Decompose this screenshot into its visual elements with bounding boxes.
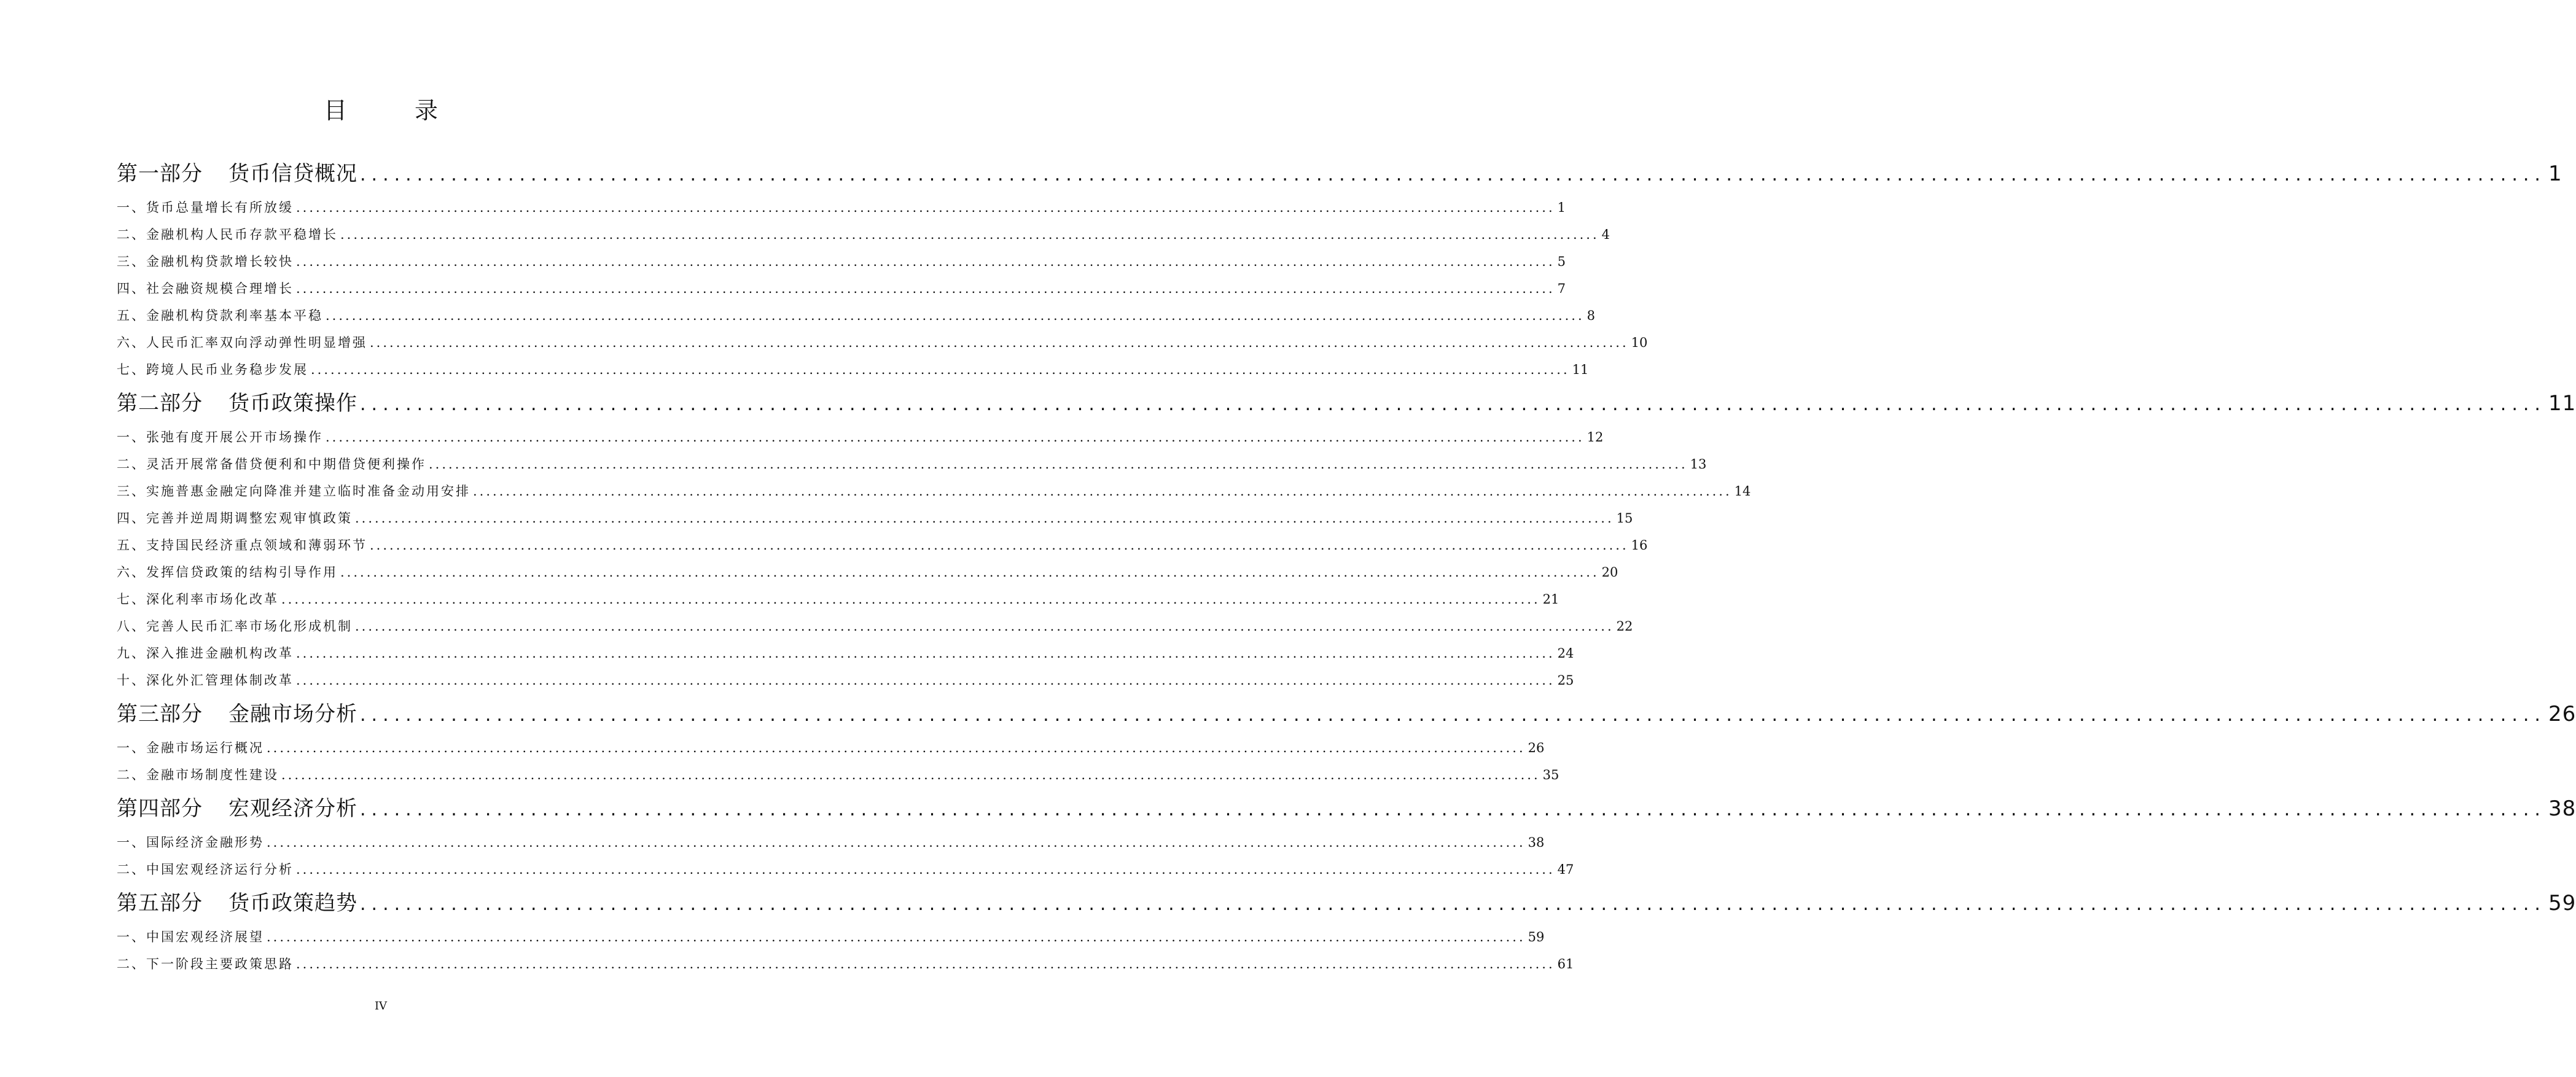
- toc-leader-dots: ................................................................................................................................................................................................: [473, 484, 1732, 499]
- toc-section-label: 一、国际经济金融形势: [117, 835, 264, 850]
- toc-page-number: 24: [1557, 646, 1574, 661]
- toc-leader-dots: ................................................................................................................................................................................................: [296, 254, 1555, 269]
- toc-page-number: 11: [2548, 391, 2576, 416]
- toc-section-label: 十、深化外汇管理体制改革: [117, 673, 294, 688]
- toc-leader-dots: ................................................................................................................................................................................................: [296, 957, 1555, 971]
- toc-leader-dots: ................................................................................................................................................................................................: [370, 538, 1629, 553]
- toc-section-label: 二、灵活开展常备借贷便利和中期借贷便利操作: [117, 457, 426, 472]
- toc-section-entry[interactable]: [117, 923, 1545, 951]
- toc-part-name: 货币政策趋势: [228, 891, 357, 916]
- toc-leader-dots: ................................................................................................................................................................................................: [267, 930, 1526, 944]
- toc-section-label: 二、金融市场制度性建设: [117, 768, 279, 782]
- toc-section-entry[interactable]: [117, 478, 1751, 505]
- toc-section-label: 二、金融机构人民币存款平稳增长: [117, 227, 338, 242]
- toc-section-entry[interactable]: [117, 451, 1707, 478]
- toc-section-label: 五、金融机构贷款利率基本平稳: [117, 308, 323, 323]
- toc-section-entry[interactable]: [117, 829, 1545, 856]
- toc-leader-dots: ................................................................................................................................................................................................: [281, 592, 1540, 607]
- toc-part-label: 第五部分: [117, 891, 203, 916]
- toc-page-number: 1: [2548, 161, 2562, 186]
- toc-section-entry[interactable]: [117, 856, 1574, 883]
- toc-part-entry[interactable]: [117, 694, 2576, 734]
- toc-page-number: 35: [1542, 768, 1559, 782]
- toc-section-entry[interactable]: [117, 667, 1574, 694]
- toc-section-entry[interactable]: [117, 329, 1648, 356]
- toc-page-number: 25: [1557, 673, 1574, 688]
- toc-section-entry[interactable]: [117, 248, 1566, 275]
- toc-leader-dots: ................................................................................................................................................................................................: [296, 862, 1555, 877]
- table-of-contents: [117, 154, 2576, 978]
- toc-section-entry[interactable]: [117, 505, 1633, 532]
- toc-page-number: 7: [1557, 281, 1566, 296]
- toc-section-label: 七、深化利率市场化改革: [117, 592, 279, 607]
- toc-section-label: 一、中国宏观经济展望: [117, 930, 264, 944]
- toc-section-entry[interactable]: [117, 640, 1574, 667]
- toc-page-number: 5: [1557, 254, 1566, 269]
- toc-leader-dots: ................................................................................................................................................................................................: [360, 704, 2546, 726]
- toc-page-number: 22: [1616, 619, 1633, 634]
- toc-leader-dots: ................................................................................................................................................................................................: [296, 646, 1555, 661]
- toc-leader-dots: ................................................................................................................................................................................................: [267, 741, 1526, 755]
- toc-leader-dots: ................................................................................................................................................................................................: [360, 164, 2546, 185]
- toc-leader-dots: ................................................................................................................................................................................................: [311, 362, 1570, 377]
- toc-section-entry[interactable]: [117, 356, 1589, 383]
- toc-page-number: 12: [1587, 430, 1604, 445]
- toc-part-name: 金融市场分析: [228, 702, 357, 726]
- toc-leader-dots: ................................................................................................................................................................................................: [296, 200, 1555, 215]
- toc-part-name: 货币政策操作: [228, 391, 357, 416]
- toc-part-entry[interactable]: [117, 154, 2562, 194]
- toc-leader-dots: ................................................................................................................................................................................................: [355, 511, 1614, 526]
- toc-leader-dots: ................................................................................................................................................................................................: [267, 835, 1526, 850]
- toc-section-label: 五、支持国民经济重点领域和薄弱环节: [117, 538, 367, 553]
- toc-section-entry[interactable]: [117, 586, 1559, 613]
- toc-page-number: 38: [2548, 796, 2576, 821]
- toc-section-label: 六、人民币汇率双向浮动弹性明显增强: [117, 335, 367, 350]
- toc-part-entry[interactable]: [117, 383, 2576, 424]
- toc-page-number: 11: [1572, 362, 1589, 377]
- toc-section-entry[interactable]: [117, 559, 1618, 586]
- toc-part-label: 第二部分: [117, 391, 203, 416]
- toc-section-label: 二、中国宏观经济运行分析: [117, 862, 294, 877]
- toc-section-entry[interactable]: [117, 532, 1648, 559]
- toc-part-entry[interactable]: [117, 883, 2576, 923]
- toc-section-entry[interactable]: [117, 302, 1596, 329]
- toc-page-number: 26: [2548, 702, 2576, 726]
- toc-section-label: 一、货币总量增长有所放缓: [117, 200, 294, 215]
- toc-section-entry[interactable]: [117, 194, 1566, 221]
- toc-leader-dots: ................................................................................................................................................................................................: [429, 457, 1688, 472]
- toc-page-number: 4: [1601, 227, 1610, 242]
- toc-part-name: 宏观经济分析: [228, 796, 357, 821]
- toc-page-number: 8: [1587, 308, 1596, 323]
- toc-section-entry[interactable]: [117, 424, 1604, 451]
- toc-leader-dots: ................................................................................................................................................................................................: [370, 335, 1629, 350]
- toc-leader-dots: ................................................................................................................................................................................................: [360, 799, 2546, 820]
- toc-section-label: 九、深入推进金融机构改革: [117, 646, 294, 661]
- toc-part-heading: [117, 883, 357, 923]
- toc-section-label: 七、跨境人民币业务稳步发展: [117, 362, 308, 377]
- toc-part-entry[interactable]: [117, 788, 2576, 829]
- toc-page-number: 47: [1557, 862, 1574, 877]
- toc-page-number: 61: [1557, 957, 1574, 971]
- toc-page-number: 38: [1528, 835, 1545, 850]
- toc-page-number: 20: [1601, 565, 1618, 580]
- toc-part-label: 第四部分: [117, 796, 203, 821]
- toc-section-label: 二、下一阶段主要政策思路: [117, 957, 294, 971]
- toc-page-number: 26: [1528, 741, 1545, 755]
- toc-leader-dots: ................................................................................................................................................................................................: [296, 281, 1555, 296]
- toc-section-entry[interactable]: [117, 613, 1633, 640]
- toc-section-label: 四、完善并逆周期调整宏观审慎政策: [117, 511, 353, 526]
- toc-section-entry[interactable]: [117, 275, 1566, 302]
- toc-part-heading: [117, 154, 357, 194]
- toc-part-heading: [117, 383, 357, 424]
- toc-section-label: 三、金融机构贷款增长较快: [117, 254, 294, 269]
- toc-section-label: 八、完善人民币汇率市场化形成机制: [117, 619, 353, 634]
- toc-part-heading: [117, 694, 357, 734]
- toc-leader-dots: ................................................................................................................................................................................................: [360, 394, 2546, 415]
- toc-leader-dots: ................................................................................................................................................................................................: [281, 768, 1540, 782]
- toc-section-label: 三、实施普惠金融定向降准并建立临时准备金动用安排: [117, 484, 470, 499]
- toc-section-label: 一、张弛有度开展公开市场操作: [117, 430, 323, 445]
- toc-page-number: 1: [1557, 200, 1566, 215]
- toc-page-number: 59: [1528, 930, 1545, 944]
- toc-section-entry[interactable]: [117, 951, 1574, 978]
- page-number-footer: IV: [374, 1000, 388, 1013]
- toc-part-heading: [117, 788, 357, 829]
- toc-leader-dots: ................................................................................................................................................................................................: [355, 619, 1614, 634]
- toc-leader-dots: ................................................................................................................................................................................................: [326, 308, 1585, 323]
- toc-section-label: 四、社会融资规模合理增长: [117, 281, 294, 296]
- toc-page-number: 16: [1631, 538, 1648, 553]
- toc-section-entry[interactable]: [117, 734, 1545, 761]
- toc-page-number: 13: [1690, 457, 1707, 472]
- toc-page-number: 15: [1616, 511, 1633, 526]
- toc-part-label: 第一部分: [117, 161, 203, 186]
- toc-section-label: 六、发挥信贷政策的结构引导作用: [117, 565, 338, 580]
- toc-part-label: 第三部分: [117, 702, 203, 726]
- toc-section-entry[interactable]: [117, 221, 1610, 248]
- toc-page-number: 59: [2548, 891, 2576, 916]
- toc-leader-dots: ................................................................................................................................................................................................: [326, 430, 1585, 445]
- toc-leader-dots: ................................................................................................................................................................................................: [360, 893, 2546, 915]
- toc-leader-dots: ................................................................................................................................................................................................: [296, 673, 1555, 688]
- toc-leader-dots: ................................................................................................................................................................................................: [340, 227, 1599, 242]
- toc-section-entry[interactable]: [117, 761, 1559, 788]
- toc-page-number: 14: [1734, 484, 1751, 499]
- toc-section-label: 一、金融市场运行概况: [117, 741, 264, 755]
- toc-part-name: 货币信贷概况: [228, 161, 357, 186]
- toc-page-number: 10: [1631, 335, 1648, 350]
- toc-page-number: 21: [1542, 592, 1559, 607]
- toc-leader-dots: ................................................................................................................................................................................................: [340, 565, 1599, 580]
- toc-title: 目 录: [323, 97, 460, 124]
